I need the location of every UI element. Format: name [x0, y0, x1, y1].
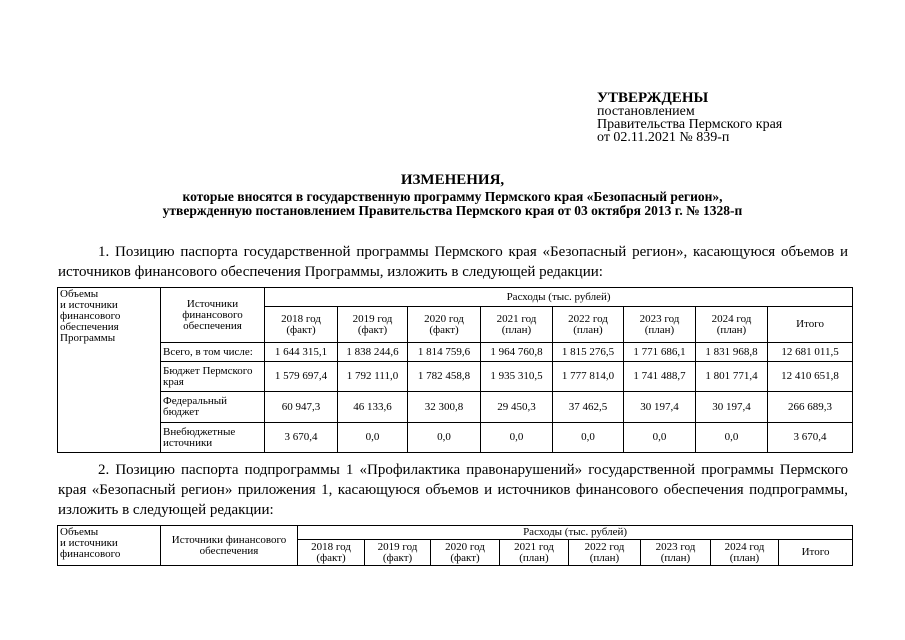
total-cell: 3 670,4 [768, 423, 853, 453]
approval-line-3: от 02.11.2021 № 839-п [597, 130, 730, 145]
value-cell: 1 801 771,4 [696, 362, 768, 392]
year-label: 2021 год [514, 540, 554, 553]
year-label: 2020 год [424, 312, 464, 325]
year-label: 2020 год [445, 540, 485, 553]
year-type: (факт) [286, 323, 316, 336]
header-line: обеспечения [183, 319, 242, 332]
value-cell: 0,0 [553, 423, 624, 453]
year-type: (план) [501, 323, 532, 336]
row-label-cell [58, 526, 161, 566]
sources-header [161, 288, 265, 343]
value-cell: 1 741 488,7 [624, 362, 696, 392]
total-header: Итого [768, 307, 853, 343]
approval-line-2: Правительства Пермского края [597, 117, 783, 132]
year-header [711, 540, 779, 566]
year-type: (факт) [382, 551, 413, 564]
source-cell: Внебюджетные источники [161, 423, 265, 453]
value-cell: 30 197,4 [696, 392, 768, 423]
value-cell: 1 935 310,5 [481, 362, 553, 392]
year-label: 2018 год [311, 540, 351, 553]
value-cell: 1 831 968,8 [696, 343, 768, 362]
year-header [408, 307, 481, 343]
year-header [641, 540, 711, 566]
year-label: 2024 год [724, 540, 765, 553]
row-label-line: Объемы [60, 526, 99, 538]
value-cell: 0,0 [696, 423, 768, 453]
subtitle-line-2: утвержденную постановлением Правительства Пермского края от 03 октября 2013 г. № 1328-п [162, 203, 743, 218]
value-cell: 1 579 697,4 [265, 362, 338, 392]
year-header [624, 307, 696, 343]
row-label-line: Объемы [60, 288, 99, 300]
year-header [431, 540, 500, 566]
total-cell: 12 410 651,8 [768, 362, 853, 392]
year-type: (план) [644, 323, 675, 336]
header-line: Источники [186, 297, 239, 310]
document-subtitle [0, 190, 905, 218]
subprogram-finance-table [57, 525, 853, 566]
expenses-header: Расходы (тыс. рублей) [265, 288, 853, 307]
year-type: (факт) [429, 323, 459, 336]
year-type: (план) [660, 551, 691, 564]
value-cell: 0,0 [408, 423, 481, 453]
value-cell: 1 838 244,6 [338, 343, 408, 362]
approval-line-1: постановлением [597, 104, 695, 119]
row-label-line: финансового [60, 310, 121, 322]
source-cell: Всего, в том числе: [161, 343, 265, 362]
value-cell: 1 644 315,1 [265, 343, 338, 362]
year-label: 2021 год [496, 312, 537, 325]
year-header [500, 540, 569, 566]
approval-heading: УТВЕРЖДЕНЫ [597, 90, 709, 106]
paragraph-1 [58, 242, 848, 282]
value-cell: 32 300,8 [408, 392, 481, 423]
table-row [58, 423, 853, 453]
year-type: (план) [519, 551, 549, 564]
value-cell: 1 814 759,6 [408, 343, 481, 362]
year-header [481, 307, 553, 343]
year-header [365, 540, 431, 566]
year-label: 2024 год [711, 312, 752, 325]
paragraph-2 [58, 460, 848, 520]
total-cell: 266 689,3 [768, 392, 853, 423]
year-label: 2019 год [377, 540, 418, 553]
row-label-line: финансового [60, 548, 121, 560]
value-cell: 29 450,3 [481, 392, 553, 423]
subtitle-line-1: которые вносятся в государственную программу Пермского края «Безопасный регион», [182, 189, 723, 204]
value-cell: 1 792 111,0 [338, 362, 408, 392]
year-header [298, 540, 365, 566]
value-cell: 46 133,6 [338, 392, 408, 423]
year-type: (план) [573, 323, 603, 336]
program-finance-table [57, 287, 853, 453]
year-header [569, 540, 641, 566]
value-cell: 1 782 458,8 [408, 362, 481, 392]
approval-stamp [597, 92, 782, 144]
year-label: 2018 год [281, 312, 321, 325]
paragraph-1-text: 1. Позицию паспорта государственной программы Пермского края «Безопасный регион», касающуюся объемов и источников финансового обеспечения Программы, изложить в следующей редакции: [58, 244, 848, 280]
value-cell: 1 777 814,0 [553, 362, 624, 392]
value-cell: 0,0 [338, 423, 408, 453]
year-header [553, 307, 624, 343]
total-cell: 12 681 011,5 [768, 343, 853, 362]
table-row [58, 343, 853, 362]
source-cell: Федеральный бюджет [161, 392, 265, 423]
year-label: 2023 год [639, 312, 680, 325]
value-cell: 3 670,4 [265, 423, 338, 453]
row-label-line: Программы [60, 332, 116, 344]
table-row [58, 362, 853, 392]
year-type: (факт) [357, 323, 388, 336]
header-line: финансового [182, 308, 243, 321]
value-cell: 60 947,3 [265, 392, 338, 423]
expenses-header: Расходы (тыс. рублей) [298, 526, 853, 540]
value-cell: 1 771 686,1 [624, 343, 696, 362]
value-cell: 0,0 [481, 423, 553, 453]
year-label: 2019 год [352, 312, 393, 325]
year-type: (факт) [450, 551, 480, 564]
value-cell: 1 964 760,8 [481, 343, 553, 362]
year-header [696, 307, 768, 343]
value-cell: 1 815 276,5 [553, 343, 624, 362]
total-header: Итого [779, 540, 853, 566]
year-label: 2022 год [584, 540, 625, 553]
year-type: (план) [716, 323, 747, 336]
year-label: 2022 год [568, 312, 608, 325]
year-header [265, 307, 338, 343]
value-cell: 30 197,4 [624, 392, 696, 423]
row-label-line: и источники [60, 537, 118, 549]
paragraph-2-text: 2. Позицию паспорта подпрограммы 1 «Профилактика правонарушений» государственной программы Пермского края «Безопасный регион» приложения 1, касающуюся объемов и источников финансового обеспечения подпрограммы, изложить в следующей редакции: [58, 462, 848, 518]
year-type: (план) [589, 551, 620, 564]
year-type: (план) [729, 551, 760, 564]
value-cell: 0,0 [624, 423, 696, 453]
row-label-line: обеспечения [60, 321, 119, 333]
source-cell: Бюджет Пермского края [161, 362, 265, 392]
value-cell: 37 462,5 [553, 392, 624, 423]
row-label-line: и источники [60, 299, 118, 311]
document-title: ИЗМЕНЕНИЯ, [400, 172, 505, 188]
year-header [338, 307, 408, 343]
year-type: (факт) [316, 551, 346, 564]
sources-header: Источники финансового обеспечения [161, 526, 298, 566]
table-row [58, 392, 853, 423]
year-label: 2023 год [655, 540, 696, 553]
row-label-cell [58, 288, 161, 453]
